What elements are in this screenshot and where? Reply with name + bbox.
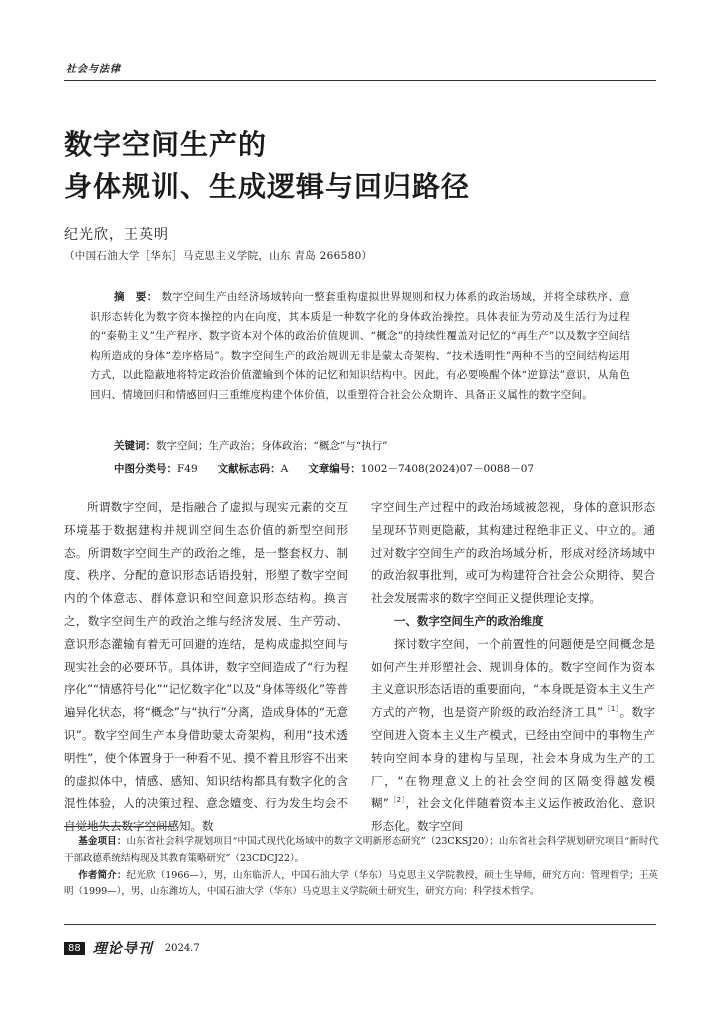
header-rule xyxy=(64,80,656,81)
issue-date: 2024.7 xyxy=(164,942,200,954)
body-text: 。数字空间进入资本主义生产模式，已经由空间中的事物生产转向空间本身的建构与呈现，社会本身成为生产的工厂，“在物理意义上的社会空间的区隔变得越发模糊” xyxy=(371,705,655,811)
title-line-1: 数字空间生产的 xyxy=(64,128,268,161)
abstract-label: 摘 要： xyxy=(114,291,158,303)
footnotes xyxy=(64,834,658,901)
citation-ref[interactable]: ［1］ xyxy=(603,705,620,714)
page-footer xyxy=(64,938,200,958)
body-paragraph: 所谓数字空间，是指融合了虚拟与现实元素的交互环境基于数据建构并规训空间生态价值的新型空间形态。所谓数字空间生产的政治之维，是一整套权力、制度、秩序、分配的意识形态话语投射，形塑了数字空间内的个体意志、群体意识和空间意识形态结构。换言之，数字空间生产的政治之维与经济发展、生产劳动、意识形态灌输有着无可回避的连结，是构成虚拟空间与现实社会的必要环节。具体讲，数字空间造成了“行为程序化”“情感符号化”“记忆数字化”以及“身体等级化”等普遍异化状态，将“概念”与“执行”分离，造成身体的“无意识”。数字空间生产本身借助蒙太奇架构，利用“技术透明性”，使个体置身于一种看不见、摸不着且形容不出来的虚拟体中，情感、感知、知识结构都具有数字化的含混性体验，人的决策过程、意念嬗变、行为发生均会不自觉地失去数字空间感知。数 xyxy=(64,500,348,834)
body-text: 探讨数字空间，一个前置性的问题便是空间概念是如何产生并形塑社会、规训身体的。数字空间作为资本主义意识形态话语的重要面向，“本身既是资本主义生产方式的产物，也是资产阶级的政治经济工具” xyxy=(371,636,655,720)
body-paragraph: 字空间生产过程中的政治场域被忽视，身体的意识形态呈现环节则更隐蔽，其构建过程绝非正义、中立的。通过对数字空间生产的政治场域分析，形成对经济场域中的政治叙事批判，或可为构建符合社会公众期待、契合社会发展需求的数字空间正义提供理论支撑。 xyxy=(371,500,655,606)
body-column-right xyxy=(371,496,655,838)
keywords-label: 关键词： xyxy=(114,440,156,452)
journal-name: 理论导刊 xyxy=(92,941,153,957)
fund-note xyxy=(64,834,658,868)
keywords-text: 数字空间；生产政治；身体政治；“概念”与“执行” xyxy=(156,440,388,452)
keywords xyxy=(114,438,387,453)
page-number: 88 xyxy=(64,942,85,955)
author-note xyxy=(64,868,658,902)
article-title xyxy=(64,124,470,208)
affiliation: （中国石油大学［华东］马克思主义学院，山东 青岛 266580） xyxy=(64,250,373,262)
footer-rule xyxy=(64,924,656,925)
clc-label: 中图分类号： xyxy=(114,463,177,475)
section-heading: 一、数字空间生产的政治维度 xyxy=(394,613,544,628)
doc-code-label: 文献标志码： xyxy=(217,463,281,475)
title-line-2: 身体规训、生成逻辑与回归路径 xyxy=(64,170,471,203)
abstract xyxy=(90,288,630,406)
clc-value: F49 xyxy=(177,463,198,475)
fund-label: 基金项目： xyxy=(78,836,127,847)
article-no-value: 1002－7408(2024)07－0088－07 xyxy=(360,463,535,475)
citation-ref[interactable]: ［2］ xyxy=(388,796,406,805)
article-no-label: 文章编号： xyxy=(308,463,361,475)
body-text: ，社会文化伴随着资本主义运作被政治化、意识形态化。数字空间 xyxy=(371,796,656,834)
section-header: 社会与法律 xyxy=(66,64,121,75)
body-column-left xyxy=(64,496,348,838)
footnote-rule xyxy=(64,826,174,827)
body-paragraph xyxy=(371,633,655,838)
classification-line xyxy=(114,461,534,476)
doc-code-value: A xyxy=(280,463,289,475)
abstract-text: 数字空间生产由经济场域转向一整套重构虚拟世界规则和权力体系的政治场域，并将全球秩序、意识形态转化为数字资本操控的内在向度，其本质是一种数字化的身体政治操控。具体表征为劳动及生活行为过程的“泰勒主义”生产程序、数字资本对个体的政治价值规训、“概念”的持续性覆盖对记忆的“再生产”以及数字空间结构所造成的身体“差序格局”。数字空间生产的政治规训无非是蒙太奇架构、“技术透明性”两种不当的空间结构运用方式，以此隐蔽地将特定政治价值灌输到个体的记忆和知识结构中。因此，有必要唤醒个体“逆算法”意识，从角色回归、情境回归和情感回归三重维度构建个体价值，以重塑符合社会公众期许、具备正义属性的数字空间。 xyxy=(90,291,630,401)
authors: 纪光欣，王英明 xyxy=(64,227,169,243)
author-bio-text: 纪光欣（1966—），男，山东临沂人，中国石油大学（华东）马克思主义学院教授，硕士生导师，研究方向：管理哲学；王英明（1999—），男，山东潍坊人，中国石油大学（华东）马克思主义学院硕士研究生，研究方向：科学技术哲学。 xyxy=(64,869,658,898)
author-bio-label: 作者简介： xyxy=(78,869,127,881)
fund-text: 山东省社会科学规划项目“中国式现代化场域中的数字文明新形态研究”（23CKSJ20）；山东省社会科学规划研究项目“新时代干部政德系统结构现及其教育策略研究”（23CDCJ22）。 xyxy=(64,836,658,864)
